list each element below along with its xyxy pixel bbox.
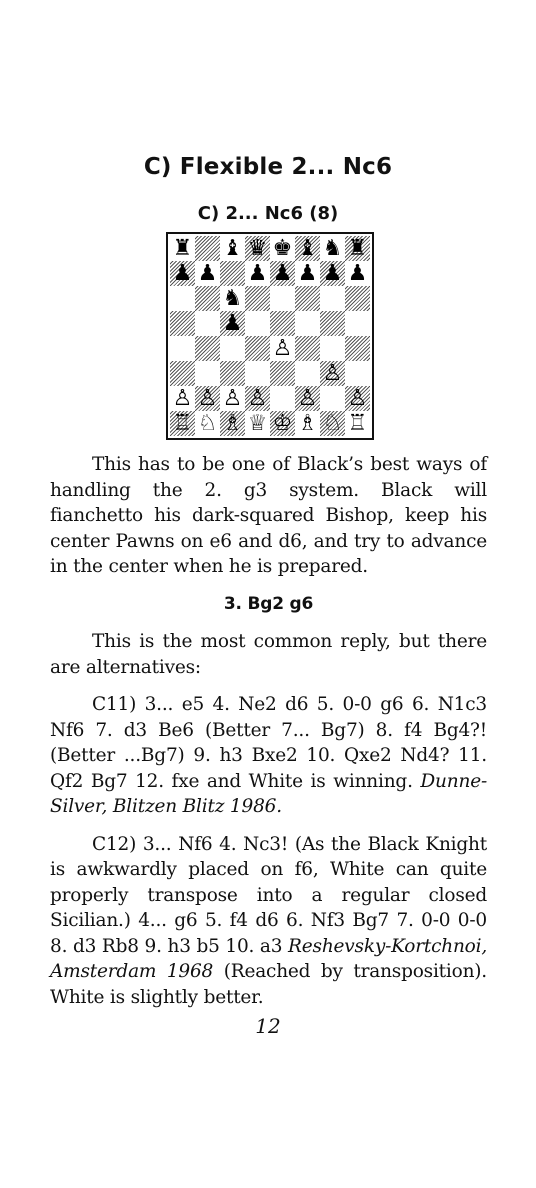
paragraph-alternatives: This is the most common reply, but there are alternatives: xyxy=(50,631,487,678)
square-g7 xyxy=(320,261,345,286)
square-e6 xyxy=(270,286,295,311)
square-e2 xyxy=(270,386,295,411)
white-knight-icon: ♘︎ xyxy=(322,411,343,436)
paragraph-c11 xyxy=(50,692,487,820)
square-e1 xyxy=(270,411,295,436)
square-f7 xyxy=(295,261,320,286)
square-b8 xyxy=(195,236,220,261)
square-b5 xyxy=(195,311,220,336)
white-rook-icon: ♖︎ xyxy=(172,411,193,436)
square-f8 xyxy=(295,236,320,261)
square-d2 xyxy=(245,386,270,411)
paragraph-intro: This has to be one of Black’s best ways of handling the 2. g3 system. Black will fianchetto his dark-squared Bishop, keep his center Pawns on e6 and d6, and try to advance in the center when he is prepared. xyxy=(50,454,487,577)
square-c1 xyxy=(220,411,245,436)
square-f1 xyxy=(295,411,320,436)
white-pawn-icon: ♙︎ xyxy=(172,386,193,411)
square-d1 xyxy=(245,411,270,436)
square-b4 xyxy=(195,336,220,361)
white-pawn-icon: ♙︎ xyxy=(222,386,243,411)
move-heading: 3. Bg2 g6 xyxy=(223,593,314,614)
square-h2 xyxy=(345,386,370,411)
paragraph-c12 xyxy=(50,832,487,1011)
black-pawn-icon: ♟︎ xyxy=(172,261,193,286)
square-e5 xyxy=(270,311,295,336)
square-a1 xyxy=(170,411,195,436)
c12-conclusion: (Reached by transposition). White is slightly better. xyxy=(50,961,487,1008)
white-bishop-icon: ♗︎ xyxy=(222,411,243,436)
chess-diagram xyxy=(166,232,374,440)
square-b3 xyxy=(195,361,220,386)
black-bishop-icon: ♝︎ xyxy=(222,236,243,261)
square-h6 xyxy=(345,286,370,311)
c11-source: Dunne-Silver, Blitzen Blitz 1986. xyxy=(50,770,487,817)
white-queen-icon: ♕︎ xyxy=(247,411,268,436)
square-c6 xyxy=(220,286,245,311)
white-pawn-icon: ♙︎ xyxy=(297,386,318,411)
square-h7 xyxy=(345,261,370,286)
c11-moves: C11) 3... e5 4. Ne2 d6 5. 0-0 g6 6. N1c3 Nf6 7. d3 Be6 (Better 7... Bg7) 8. f4 Bg4?! (Better ...Bg7) 9. h3 Bxe2 10. Qxe2 Nd4? 11. Qf2 Bg7 12. fxe and White is winning. xyxy=(50,694,487,792)
square-c2 xyxy=(220,386,245,411)
black-pawn-icon: ♟︎ xyxy=(322,261,343,286)
square-h3 xyxy=(345,361,370,386)
square-e3 xyxy=(270,361,295,386)
square-b2 xyxy=(195,386,220,411)
black-pawn-icon: ♟︎ xyxy=(247,261,268,286)
square-c5 xyxy=(220,311,245,336)
square-a8 xyxy=(170,236,195,261)
square-f3 xyxy=(295,361,320,386)
square-a5 xyxy=(170,311,195,336)
black-pawn-icon: ♟︎ xyxy=(197,261,218,286)
square-e7 xyxy=(270,261,295,286)
square-h5 xyxy=(345,311,370,336)
square-c7 xyxy=(220,261,245,286)
white-pawn-icon: ♙︎ xyxy=(197,386,218,411)
black-pawn-icon: ♟︎ xyxy=(272,261,293,286)
square-b7 xyxy=(195,261,220,286)
white-knight-icon: ♘︎ xyxy=(197,411,218,436)
section-title: C) Flexible 2... Nc6 xyxy=(143,154,393,180)
body-text xyxy=(50,452,487,1022)
square-d7 xyxy=(245,261,270,286)
square-f2 xyxy=(295,386,320,411)
white-pawn-icon: ♙︎ xyxy=(247,386,268,411)
square-h1 xyxy=(345,411,370,436)
white-pawn-icon: ♙︎ xyxy=(322,361,343,386)
square-a7 xyxy=(170,261,195,286)
square-a2 xyxy=(170,386,195,411)
square-e8 xyxy=(270,236,295,261)
square-a6 xyxy=(170,286,195,311)
black-bishop-icon: ♝︎ xyxy=(297,236,318,261)
c12-source: Reshevsky-Kortchnoi, Amsterdam 1968 xyxy=(50,935,488,982)
square-c8 xyxy=(220,236,245,261)
white-king-icon: ♔︎ xyxy=(272,411,293,436)
white-pawn-icon: ♙︎ xyxy=(272,336,293,361)
square-g8 xyxy=(320,236,345,261)
black-rook-icon: ♜︎ xyxy=(172,236,193,261)
black-pawn-icon: ♟︎ xyxy=(222,311,243,336)
square-d6 xyxy=(245,286,270,311)
square-a3 xyxy=(170,361,195,386)
square-f5 xyxy=(295,311,320,336)
white-bishop-icon: ♗︎ xyxy=(297,411,318,436)
square-d5 xyxy=(245,311,270,336)
square-c3 xyxy=(220,361,245,386)
diagram-caption: C) 2... Nc6 (8) xyxy=(197,203,339,224)
black-rook-icon: ♜︎ xyxy=(347,236,368,261)
white-pawn-icon: ♙︎ xyxy=(347,386,368,411)
page-number: 12 xyxy=(255,1014,281,1038)
square-g4 xyxy=(320,336,345,361)
square-h4 xyxy=(345,336,370,361)
square-b6 xyxy=(195,286,220,311)
black-knight-icon: ♞︎ xyxy=(222,286,243,311)
chess-board xyxy=(170,236,370,436)
square-g1 xyxy=(320,411,345,436)
square-a4 xyxy=(170,336,195,361)
square-d4 xyxy=(245,336,270,361)
square-c4 xyxy=(220,336,245,361)
square-g3 xyxy=(320,361,345,386)
black-knight-icon: ♞︎ xyxy=(322,236,343,261)
black-queen-icon: ♛︎ xyxy=(247,236,268,261)
square-f4 xyxy=(295,336,320,361)
square-e4 xyxy=(270,336,295,361)
square-b1 xyxy=(195,411,220,436)
black-king-icon: ♚︎ xyxy=(272,236,293,261)
square-g2 xyxy=(320,386,345,411)
square-d3 xyxy=(245,361,270,386)
black-pawn-icon: ♟︎ xyxy=(347,261,368,286)
c12-moves: C12) 3... Nf6 4. Nc3! (As the Black Knight is awkwardly placed on f6, White can quite properly transpose into a regular closed Sicilian.) 4... g6 5. f4 d6 6. Nf3 Bg7 7. 0-0 0-0 8. d3 Rb8 9. h3 b5 10. a3 xyxy=(50,833,487,957)
square-g6 xyxy=(320,286,345,311)
white-rook-icon: ♖︎ xyxy=(347,411,368,436)
black-pawn-icon: ♟︎ xyxy=(297,261,318,286)
square-f6 xyxy=(295,286,320,311)
square-h8 xyxy=(345,236,370,261)
square-g5 xyxy=(320,311,345,336)
square-d8 xyxy=(245,236,270,261)
